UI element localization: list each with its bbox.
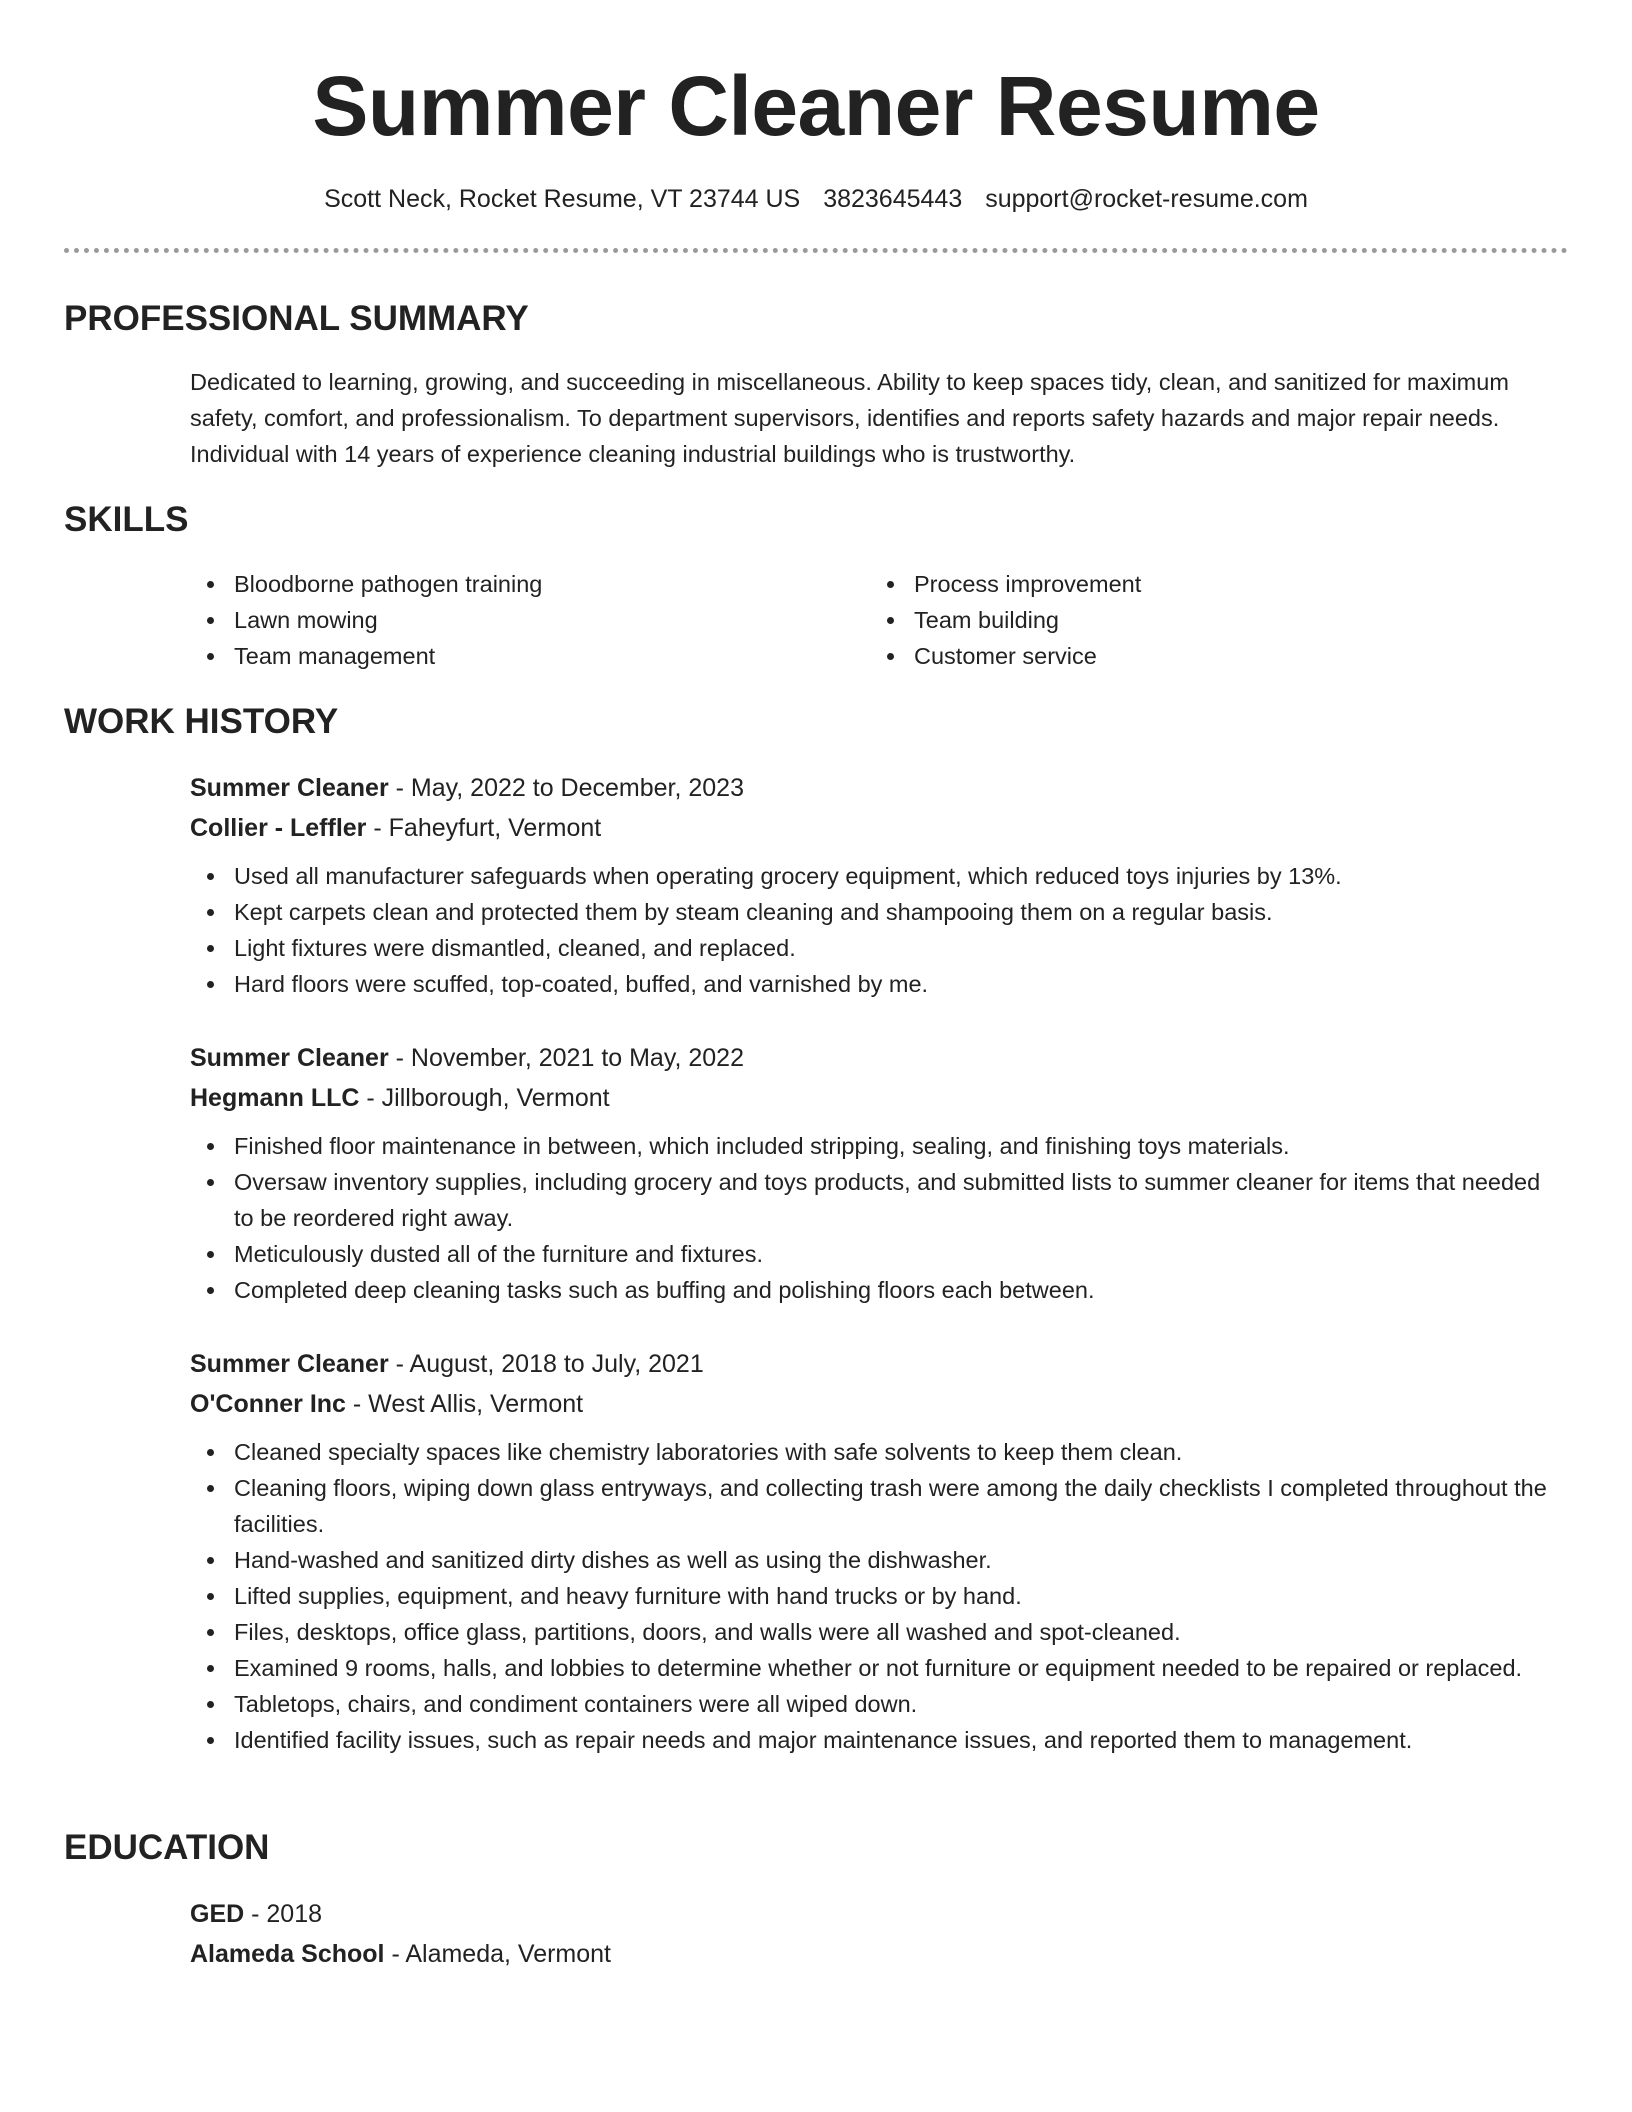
job-bullet: Identified facility issues, such as repair needs and major maintenance issues, and reported them to management. [190, 1722, 1560, 1758]
education-content [190, 1894, 1560, 1974]
resume-title: Summer Cleaner Resume [312, 59, 1320, 153]
job-entry [190, 1344, 1560, 1758]
skill-item: Team management [190, 638, 870, 674]
job-bullet: Completed deep cleaning tasks such as buffing and polishing floors each between. [190, 1272, 1560, 1308]
education-year: - 2018 [244, 1900, 323, 1928]
job-dates: - November, 2021 to May, 2022 [388, 1044, 744, 1072]
job-company: O'Conner Inc [190, 1390, 346, 1418]
work-heading: WORK HISTORY [64, 702, 339, 741]
skills-list-right [870, 566, 1550, 674]
skill-item: Lawn mowing [190, 602, 870, 638]
education-school-line [190, 1934, 1560, 1974]
job-dates: - May, 2022 to December, 2023 [388, 774, 744, 802]
job-bullets [190, 858, 1560, 1002]
job-location: - Jillborough, Vermont [359, 1084, 610, 1112]
education-heading: EDUCATION [64, 1828, 270, 1867]
header-divider [64, 248, 1568, 253]
job-bullets [190, 1128, 1560, 1308]
job-title-line [190, 1344, 1560, 1384]
job-entry [190, 1038, 1560, 1308]
job-title-line [190, 768, 1560, 808]
job-title-line [190, 1038, 1560, 1078]
job-bullet: Hand-washed and sanitized dirty dishes as well as using the dishwasher. [190, 1542, 1560, 1578]
job-bullet: Kept carpets clean and protected them by steam cleaning and shampooing them on a regular basis. [190, 894, 1560, 930]
job-bullets [190, 1434, 1560, 1758]
job-bullet: Cleaned specialty spaces like chemistry laboratories with safe solvents to keep them clean. [190, 1434, 1560, 1470]
job-company-line [190, 1384, 1560, 1424]
job-dates: - August, 2018 to July, 2021 [388, 1350, 704, 1378]
job-entry [190, 768, 1560, 1002]
skills-list-left [190, 566, 870, 674]
contact-phone: 3823645443 [823, 185, 963, 213]
job-bullet: Lifted supplies, equipment, and heavy furniture with hand trucks or by hand. [190, 1578, 1560, 1614]
summary-heading: PROFESSIONAL SUMMARY [64, 299, 529, 338]
job-company: Collier - Leffler [190, 814, 367, 842]
education-school: Alameda School [190, 1940, 385, 1968]
work-section [64, 700, 1568, 744]
job-bullet: Tabletops, chairs, and condiment containers were all wiped down. [190, 1686, 1560, 1722]
skill-item: Team building [870, 602, 1550, 638]
skills-columns [190, 566, 1560, 674]
education-section [64, 1826, 1568, 1870]
job-location: - West Allis, Vermont [345, 1390, 584, 1418]
job-company-line [190, 1078, 1560, 1118]
job-bullet: Finished floor maintenance in between, which included stripping, sealing, and finishing toys materials. [190, 1128, 1560, 1164]
job-bullet: Meticulously dusted all of the furniture and fixtures. [190, 1236, 1560, 1272]
education-location: - Alameda, Vermont [384, 1940, 612, 1968]
skills-heading: SKILLS [64, 500, 189, 539]
contact-address: Scott Neck, Rocket Resume, VT 23744 US [324, 185, 801, 213]
job-location: - Faheyfurt, Vermont [366, 814, 602, 842]
contact-line [0, 182, 1632, 216]
education-degree-line [190, 1894, 1560, 1934]
job-bullet: Light fixtures were dismantled, cleaned, and replaced. [190, 930, 1560, 966]
job-bullet: Hard floors were scuffed, top-coated, buffed, and varnished by me. [190, 966, 1560, 1002]
job-bullet: Used all manufacturer safeguards when operating grocery equipment, which reduced toys injuries by 13%. [190, 858, 1560, 894]
job-bullet: Files, desktops, office glass, partitions, doors, and walls were all washed and spot-cleaned. [190, 1614, 1560, 1650]
contact-email: support@rocket-resume.com [985, 185, 1308, 213]
job-bullet: Examined 9 rooms, halls, and lobbies to determine whether or not furniture or equipment needed to be repaired or replaced. [190, 1650, 1560, 1686]
skills-content [190, 566, 1560, 674]
job-company: Hegmann LLC [190, 1084, 360, 1112]
summary-section [64, 297, 1568, 341]
job-role: Summer Cleaner [190, 1350, 389, 1378]
job-role: Summer Cleaner [190, 1044, 389, 1072]
job-company-line [190, 808, 1560, 848]
summary-content [190, 364, 1560, 472]
summary-text: Dedicated to learning, growing, and succeeding in miscellaneous. Ability to keep spaces tidy, clean, and sanitized for maximum safety, comfort, and professionalism. To department supervisors, identifies and reports safety hazards and major repair needs. Individual with 14 years of experience cleaning industrial buildings who is trustworthy. [190, 369, 1509, 467]
job-bullet: Oversaw inventory supplies, including grocery and toys products, and submitted lists to summer cleaner for items that needed to be reordered right away. [190, 1164, 1560, 1236]
job-bullet: Cleaning floors, wiping down glass entryways, and collecting trash were among the daily checklists I completed throughout the facilities. [190, 1470, 1560, 1542]
skill-item: Process improvement [870, 566, 1550, 602]
skills-section [64, 498, 1568, 542]
skill-item: Customer service [870, 638, 1550, 674]
skill-item: Bloodborne pathogen training [190, 566, 870, 602]
education-degree: GED [190, 1900, 245, 1928]
job-role: Summer Cleaner [190, 774, 389, 802]
